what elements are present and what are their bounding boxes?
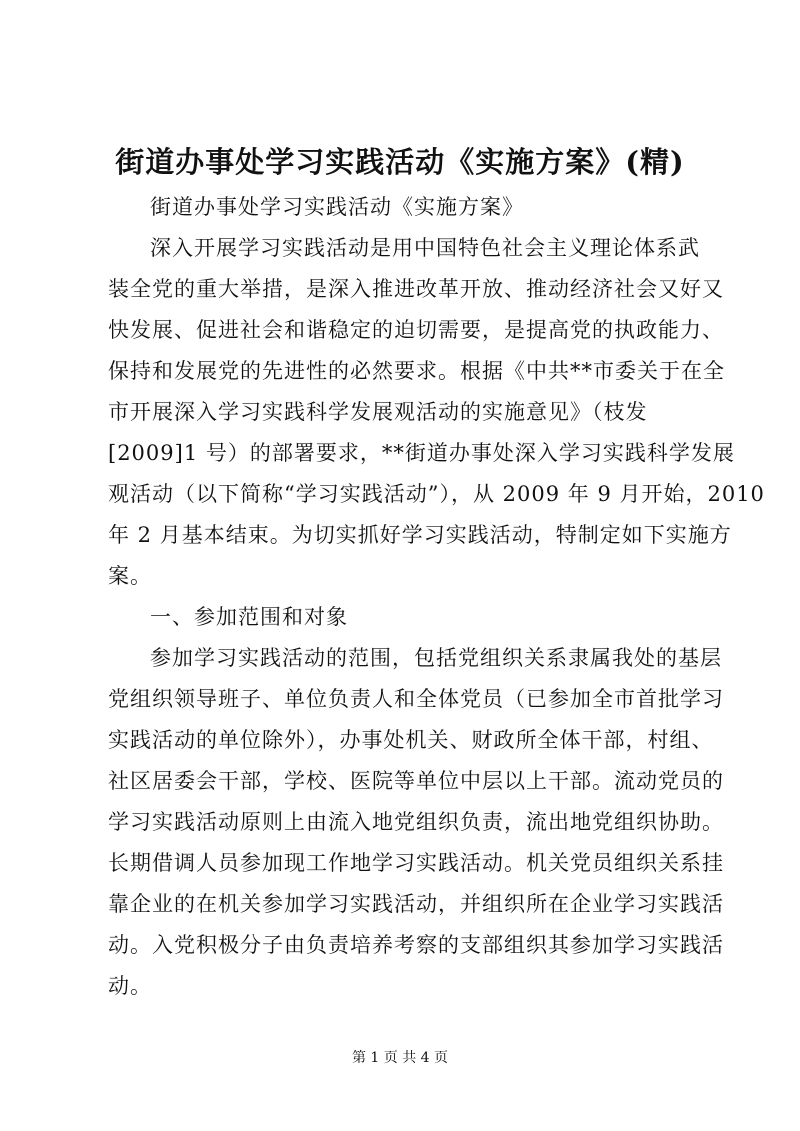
paragraph-1-line: 观活动（以下简称“学习实践活动”），从 2009 年 9 月开始，2010 — [108, 482, 765, 506]
paragraph-1-line: [2009]1 号）的部署要求，**街道办事处深入学习实践科学发展 — [108, 441, 735, 465]
paragraph-2-line: 社区居委会干部，学校、医院等单位中层以上干部。流动党员的 — [108, 769, 724, 793]
paragraph-1-line: 深入开展学习实践活动是用中国特色社会主义理论体系武 — [150, 236, 700, 260]
paragraph-2-line: 动。 — [108, 974, 152, 998]
paragraph-2-line: 学习实践活动原则上由流入地党组织负责，流出地党组织协助。 — [108, 810, 724, 834]
paragraph-2-line: 参加学习实践活动的范围，包括党组织关系隶属我处的基层 — [150, 646, 722, 670]
paragraph-1-line: 快发展、促进社会和谐稳定的迫切需要，是提高党的执政能力、 — [108, 318, 724, 342]
paragraph-2-line: 靠企业的在机关参加学习实践活动，并组织所在企业学习实践活 — [108, 892, 724, 916]
document-subtitle: 街道办事处学习实践活动《实施方案》 — [150, 195, 524, 219]
section-heading: 一、参加范围和对象 — [150, 605, 348, 629]
paragraph-1-line: 案。 — [108, 564, 152, 588]
paragraph-1-line: 保持和发展党的先进性的必然要求。根据《中共**市委关于在全 — [108, 359, 725, 383]
document-title: 街道办事处学习实践活动《实施方案》(精) — [115, 145, 685, 179]
paragraph-2-line: 动。入党积极分子由负责培养考察的支部组织其参加学习实践活 — [108, 933, 724, 957]
page-number-footer: 第 1 页 共 4 页 — [351, 1050, 449, 1066]
paragraph-2-line: 长期借调人员参加现工作地学习实践活动。机关党员组织关系挂 — [108, 851, 724, 875]
paragraph-1-line: 装全党的重大举措，是深入推进改革开放、推动经济社会又好又 — [108, 277, 724, 301]
paragraph-1-line: 年 2 月基本结束。为切实抓好学习实践活动，特制定如下实施方 — [108, 523, 732, 547]
paragraph-2-line: 实践活动的单位除外），办事处机关、财政所全体干部，村组、 — [108, 728, 714, 752]
paragraph-1-line: 市开展深入学习实践科学发展观活动的实施意见》（枝发 — [108, 400, 648, 424]
paragraph-2-line: 党组织领导班子、单位负责人和全体党员（已参加全市首批学习 — [108, 687, 724, 711]
